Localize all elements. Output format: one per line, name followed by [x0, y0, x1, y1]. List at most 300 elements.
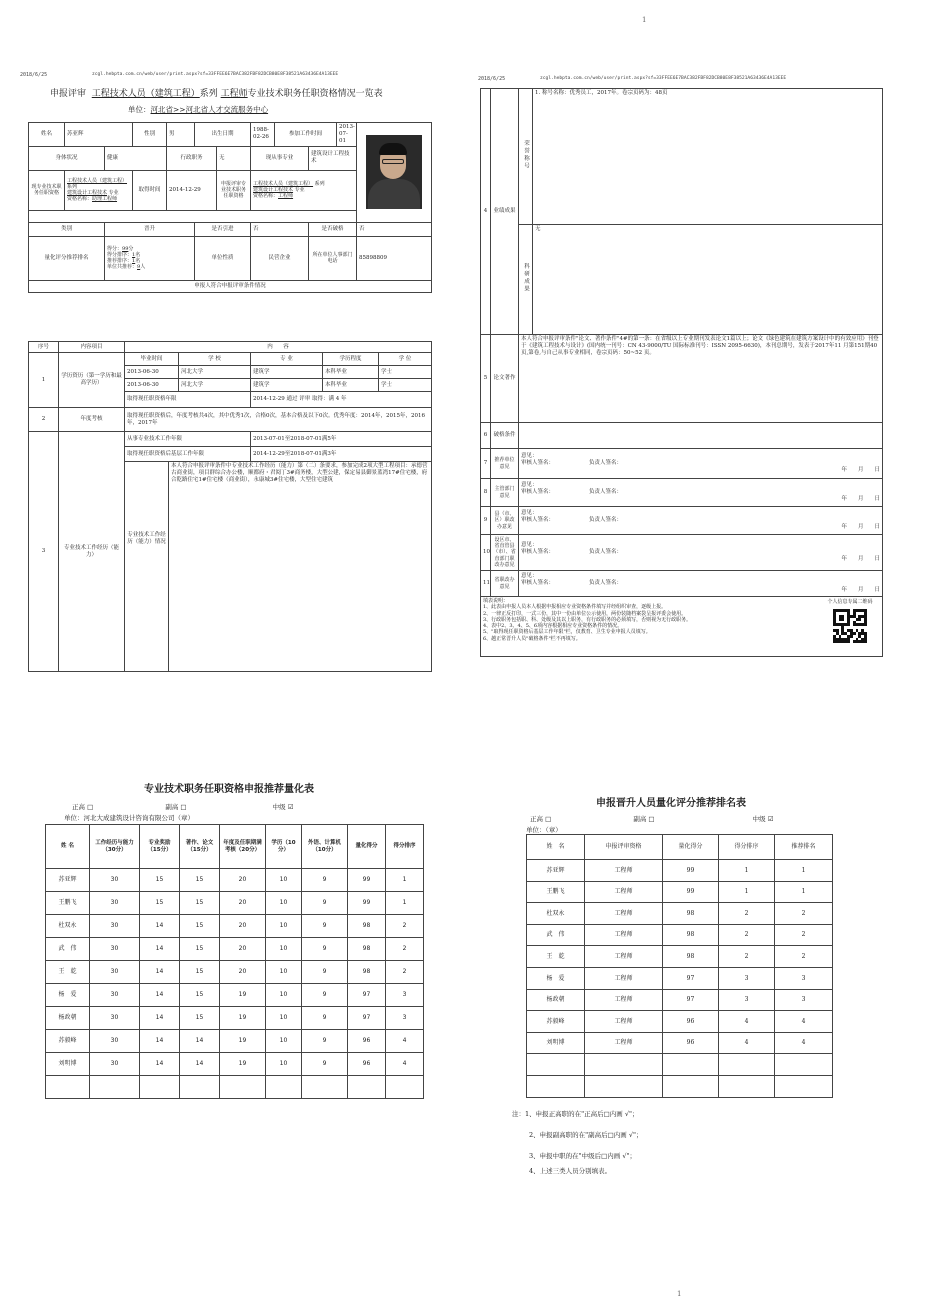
checkbox-intermediate[interactable]: ☑ — [287, 803, 294, 811]
table-cell: 4 — [719, 1032, 775, 1054]
value-work-start: 2013-07-01 — [337, 123, 357, 147]
value-sex: 男 — [167, 123, 195, 147]
summary-sheet — [20, 68, 438, 672]
table-cell: 98 — [348, 961, 386, 984]
note-line: 3、行政职务包括职、科、处级及其以上职务，有行政职务的必须填写，否则视为无行政职务。 — [483, 616, 692, 623]
table-cell: 4 — [775, 1032, 833, 1054]
ranking-title: 申报晋升人员量化评分推荐排名表 — [596, 798, 746, 809]
table-cell: 10 — [266, 984, 302, 1007]
opinion-label: 省职改办意见 — [491, 571, 519, 597]
table-cell: 9 — [302, 938, 348, 961]
table-cell: 3 — [719, 989, 775, 1011]
table-cell — [527, 1054, 585, 1076]
table-cell: 工程师 — [585, 1032, 663, 1054]
label-current-qualification: 现专业技术职务任职资格 — [29, 170, 65, 210]
note-line: 1、此表由申报人员本人根据申报相应专业资格条件填写并经组织审查，逐级上报。 — [483, 604, 667, 611]
back-sheet — [472, 68, 890, 672]
quant-table — [45, 824, 424, 1099]
table-header-cell: 申报评审资格 — [585, 835, 663, 860]
head-no: 序号 — [29, 342, 59, 353]
table-cell — [775, 1054, 833, 1076]
table-cell: 4 — [386, 1053, 424, 1076]
table-cell: 14 — [140, 961, 180, 984]
table-cell: 2 — [719, 946, 775, 968]
table-cell: 1 — [719, 860, 775, 882]
edu-years-value: 2014-12-29 通过 评审 取得：满 4 年 — [251, 392, 432, 408]
table-row — [46, 1076, 424, 1099]
checkbox-senior[interactable]: □ — [87, 803, 94, 811]
notes-title: 填表说明： — [483, 598, 509, 604]
table-cell: 4 — [775, 1011, 833, 1033]
table-cell: 19 — [220, 1007, 266, 1030]
fill-notes — [481, 597, 883, 657]
assess-no: 2 — [29, 408, 59, 432]
table-header-cell: 学历（10分） — [266, 825, 302, 869]
table-cell — [719, 1075, 775, 1097]
table-cell — [266, 1076, 302, 1099]
table-header-cell: 年度及任职期满考核（20分） — [220, 825, 266, 869]
table-cell: 工程师 — [585, 860, 663, 882]
r4-sub2: 科研成果 — [519, 225, 533, 335]
table-cell: 30 — [90, 1030, 140, 1053]
table-cell: 杨 爱 — [527, 967, 585, 989]
table-cell — [140, 1076, 180, 1099]
r4-sub1: 荣誉称号 — [519, 89, 533, 225]
table-cell: 99 — [663, 860, 719, 882]
opinion-body: 意见： 审核人签名： 负责人签名： 年 月 日 — [519, 507, 883, 535]
exp-years-label: 从事专业技术工作年限 — [125, 432, 251, 447]
table-row — [46, 961, 424, 984]
table-row — [46, 869, 424, 892]
table-cell: 王鹏飞 — [527, 881, 585, 903]
exp-label: 专业技术工作经历（能力） — [59, 432, 125, 672]
table-cell: 15 — [140, 892, 180, 915]
table-cell — [663, 1075, 719, 1097]
value-health: 健康 — [105, 146, 167, 170]
table-cell: 苏亚辉 — [46, 869, 90, 892]
table-cell: 20 — [220, 961, 266, 984]
table-cell: 99 — [663, 881, 719, 903]
checkbox-vice-senior[interactable]: □ — [180, 803, 187, 811]
value-name: 苏亚辉 — [65, 123, 133, 147]
table-cell: 30 — [90, 938, 140, 961]
conditions-table — [28, 341, 432, 672]
assess-text: 取得现任职资格后，年度考核共4次，其中优秀1次，合格0次，基本合格及以下0次。优秀年度：2014年，2015年，2016年，2017年 — [125, 408, 432, 432]
value-birth: 1988-02-26 — [251, 123, 275, 147]
note-line: 2、一律正反打印，一式三份，其中一份由单位公示使用，两份装随档案袋呈报评委会使用。 — [483, 610, 687, 617]
edu-head-degree-level: 学历程度 — [323, 353, 379, 366]
table-cell: 工程师 — [585, 989, 663, 1011]
table-cell: 1 — [386, 869, 424, 892]
table-cell: 10 — [266, 869, 302, 892]
table-header-cell: 推荐排名 — [775, 835, 833, 860]
summary-unit: 单位：河北省>>河北省人才交流服务中心 — [128, 105, 269, 114]
exp-base-label: 取得现任职资格后基层工作年限 — [125, 447, 251, 462]
table-header-cell: 姓 名 — [46, 825, 90, 869]
opinion-label: 推荐单位意见 — [491, 449, 519, 479]
r5-no: 5 — [481, 335, 491, 423]
table-cell: 9 — [302, 1053, 348, 1076]
table-cell: 9 — [302, 984, 348, 1007]
r4-text2: 无 — [533, 225, 883, 335]
value-apply-qualification: 工程技术人员（建筑工程） 系列 建筑设计工程技术 专业 资格名称：工程师 — [251, 170, 357, 210]
table-cell: 2 — [775, 946, 833, 968]
table-cell: 14 — [140, 938, 180, 961]
opinion-label: 主管部门意见 — [491, 479, 519, 507]
table-cell: 96 — [663, 1011, 719, 1033]
edu-cell: 2013-06-30 — [125, 366, 179, 379]
print-url: zcgl.hebpta.com.cn/web/user/print.aspx?sf=33FFEE6E7BAC382FBF82DCB80E8F38521A63436E4A13EEE — [92, 72, 339, 77]
exp-base-value: 2014-12-29至2018-07-01满3年 — [251, 447, 432, 462]
opinion-body: 意见： 审核人签名： 负责人签名： 年 月 日 — [519, 479, 883, 507]
table-cell: 3 — [719, 967, 775, 989]
table-cell: 工程师 — [585, 924, 663, 946]
label-introduced: 是否引进 — [195, 222, 251, 236]
table-cell — [527, 1075, 585, 1097]
table-cell: 杨政朝 — [46, 1007, 90, 1030]
table-cell: 3 — [775, 967, 833, 989]
table-cell: 97 — [348, 1007, 386, 1030]
edu-no: 1 — [29, 353, 59, 408]
checkbox-intermediate[interactable]: ☑ — [767, 815, 774, 823]
table-cell: 30 — [90, 1053, 140, 1076]
table-header-cell: 外语、计算机（10分） — [302, 825, 348, 869]
note-line: 4、表中2、3、4、5、6项内容根据相应专业资格条件的情况。 — [483, 623, 623, 629]
table-cell: 14 — [140, 1053, 180, 1076]
label-major: 现从事专业 — [251, 146, 309, 170]
table-cell: 30 — [90, 892, 140, 915]
table-cell: 14 — [180, 1030, 220, 1053]
edu-head-time: 毕业时间 — [125, 353, 179, 366]
table-cell: 工程师 — [585, 967, 663, 989]
print-date-2: 2018/6/25 — [478, 76, 506, 82]
table-row — [527, 1011, 833, 1033]
page-number-top: 1 — [642, 16, 647, 24]
quant-unit: 单位：河北大成建筑设计咨询有限公司（章） — [64, 814, 194, 822]
table-cell: 9 — [302, 892, 348, 915]
label-hr-phone: 所在单位人事部门电话 — [309, 236, 357, 280]
r6-label: 破格条件 — [491, 423, 519, 449]
conditions-title: 申报人符合申报评审条件情况 — [29, 280, 432, 292]
table-cell: 97 — [663, 989, 719, 1011]
r6-no: 6 — [481, 423, 491, 449]
table-cell: 14 — [140, 915, 180, 938]
table-cell: 2 — [775, 903, 833, 925]
table-row — [46, 1007, 424, 1030]
exp-no: 3 — [29, 432, 59, 672]
table-header-cell: 姓 名 — [527, 835, 585, 860]
table-cell: 10 — [266, 938, 302, 961]
checkbox-vice-senior[interactable]: □ — [648, 815, 655, 823]
table-cell: 2 — [719, 924, 775, 946]
table-cell: 19 — [220, 984, 266, 1007]
edu-cell: 本科毕业 — [323, 379, 379, 392]
table-cell: 30 — [90, 869, 140, 892]
table-cell: 96 — [663, 1032, 719, 1054]
table-cell: 10 — [266, 961, 302, 984]
table-cell: 99 — [348, 869, 386, 892]
label-admin-post: 行政职务 — [167, 146, 217, 170]
table-cell: 9 — [302, 1030, 348, 1053]
table-cell — [386, 1076, 424, 1099]
table-cell: 15 — [180, 1007, 220, 1030]
value-hr-phone: 85898809 — [357, 236, 432, 280]
table-cell: 14 — [180, 1053, 220, 1076]
edu-cell: 学士 — [379, 379, 432, 392]
table-row — [46, 938, 424, 961]
edu-cell: 建筑学 — [251, 366, 323, 379]
r4-text1: 1. 称号名称：优秀员工，2017年。卷宗页码为：48页 — [533, 89, 883, 225]
value-current-qualification: 工程技术人员（建筑工程） 系列 建筑设计工程技术 专业 资格名称：助理工程师 — [65, 170, 133, 210]
table-cell: 杜双永 — [46, 915, 90, 938]
label-work-start: 参加工作时间 — [275, 123, 337, 147]
note-line: 6、越正常晋升人员"破格条件"栏不再填写。 — [483, 635, 581, 642]
head-item: 内容项目 — [59, 342, 125, 353]
table-cell: 刘明博 — [527, 1032, 585, 1054]
table-cell: 1 — [775, 860, 833, 882]
table-cell: 10 — [266, 915, 302, 938]
table-header-cell: 工作经历与能力（30分） — [90, 825, 140, 869]
table-cell: 王 乾 — [527, 946, 585, 968]
qr-code-icon — [831, 607, 869, 645]
edu-label: 学历资历（第一学历和最高学历） — [59, 353, 125, 408]
table-row — [527, 860, 833, 882]
table-cell — [585, 1054, 663, 1076]
ranking-level-options: 正高 □ 副高 □ 中级 ☑ — [530, 815, 774, 823]
table-header-cell: 得分排序 — [386, 825, 424, 869]
print-date: 2018/6/25 — [20, 72, 48, 78]
table-cell — [719, 1054, 775, 1076]
table-cell: 2 — [386, 961, 424, 984]
edu-head-major: 专 业 — [251, 353, 323, 366]
table-cell: 98 — [663, 903, 719, 925]
table-cell: 30 — [90, 984, 140, 1007]
exp-detail-label: 专业技术工作经历（能力）情况 — [125, 462, 169, 672]
assess-label: 年度考核 — [59, 408, 125, 432]
table-row — [46, 1030, 424, 1053]
table-cell: 工程师 — [585, 946, 663, 968]
table-cell: 3 — [386, 1007, 424, 1030]
r4-no: 4 — [481, 89, 491, 335]
table-header-cell: 专业奖励（15分） — [140, 825, 180, 869]
summary-title: 申报评审 工程技术人员（建筑工程）系列 工程师专业技术职务任职资格情况一览表 — [50, 89, 383, 99]
edu-cell: 本科毕业 — [323, 366, 379, 379]
table-row — [527, 1032, 833, 1054]
table-cell: 苏亚辉 — [527, 860, 585, 882]
table-cell: 30 — [90, 961, 140, 984]
table-cell: 14 — [140, 1007, 180, 1030]
value-introduced: 否 — [251, 222, 309, 236]
table-cell: 98 — [348, 938, 386, 961]
table-cell: 4 — [719, 1011, 775, 1033]
table-cell: 1 — [775, 881, 833, 903]
table-row — [46, 892, 424, 915]
table-cell — [180, 1076, 220, 1099]
table-cell: 15 — [180, 892, 220, 915]
opinion-no: 10 — [481, 535, 491, 571]
note-line: 3、申报中职的在"中级后□内画 √"； — [529, 1152, 636, 1160]
label-apply-qualification: 申报评审专业技术职务任职资格 — [217, 170, 251, 210]
table-cell — [348, 1076, 386, 1099]
table-cell: 98 — [663, 924, 719, 946]
quant-title: 专业技术职务任职资格申报推荐量化表 — [144, 784, 314, 795]
table-cell: 14 — [140, 984, 180, 1007]
quant-level-options: 正高 □ 副高 □ 中级 ☑ — [72, 803, 294, 811]
edu-years-label: 取得现任职资格年限 — [125, 392, 251, 408]
table-cell: 30 — [90, 1007, 140, 1030]
table-cell — [663, 1054, 719, 1076]
edu-head-school: 学 校 — [179, 353, 251, 366]
table-cell: 苏毅峰 — [46, 1030, 90, 1053]
edu-head-degree: 学 位 — [379, 353, 432, 366]
table-cell: 10 — [266, 892, 302, 915]
table-cell: 30 — [90, 915, 140, 938]
table-cell: 10 — [266, 1030, 302, 1053]
table-cell: 20 — [220, 915, 266, 938]
table-cell: 20 — [220, 892, 266, 915]
table-cell — [220, 1076, 266, 1099]
table-cell: 15 — [140, 869, 180, 892]
table-cell: 杜双永 — [527, 903, 585, 925]
table-cell: 2 — [775, 924, 833, 946]
table-cell: 工程师 — [585, 1011, 663, 1033]
table-cell: 工程师 — [585, 881, 663, 903]
exp-years-value: 2013-07-01至2018-07-01满5年 — [251, 432, 432, 447]
ranking-unit: 单位：（章） — [526, 826, 562, 834]
table-cell: 杨政朝 — [527, 989, 585, 1011]
table-cell: 工程师 — [585, 903, 663, 925]
value-admin-post: 无 — [217, 146, 251, 170]
label-name: 姓名 — [29, 123, 65, 147]
table-cell: 15 — [180, 984, 220, 1007]
value-category: 晋升 — [105, 222, 195, 236]
table-cell: 王鹏飞 — [46, 892, 90, 915]
table-header-cell: 得分排序 — [719, 835, 775, 860]
table-row — [46, 1053, 424, 1076]
table-cell: 3 — [386, 984, 424, 1007]
page-number-bottom: 1 — [677, 1290, 682, 1298]
opinion-label: 县（市、区）职改办意见 — [491, 507, 519, 535]
table-header-cell: 量化得分 — [663, 835, 719, 860]
opinion-body: 意见： 审核人签名： 负责人签名： 年 月 日 — [519, 571, 883, 597]
note-line: 4、上述三类人员分别填表。 — [529, 1167, 612, 1175]
opinion-label: 设区市、省直管县（市）、省直部门职改办意见 — [491, 535, 519, 571]
r5-label: 论文著作 — [491, 335, 519, 423]
table-row — [527, 924, 833, 946]
label-health: 身体状况 — [29, 146, 105, 170]
label-sex: 性别 — [133, 123, 167, 147]
basic-info-table — [28, 122, 432, 293]
table-cell: 14 — [140, 1030, 180, 1053]
opinion-body: 意见： 审核人签名： 负责人签名： 年 月 日 — [519, 449, 883, 479]
table-cell — [90, 1076, 140, 1099]
table-cell: 20 — [220, 938, 266, 961]
value-exception: 否 — [357, 222, 432, 236]
edu-cell: 2013-06-30 — [125, 379, 179, 392]
table-row — [527, 946, 833, 968]
table-cell — [302, 1076, 348, 1099]
value-unit-nature: 民营企业 — [251, 236, 309, 280]
quant-sheet — [20, 700, 438, 1280]
back-table — [480, 88, 883, 657]
table-cell: 98 — [663, 946, 719, 968]
table-cell: 武 伟 — [46, 938, 90, 961]
table-cell: 1 — [719, 881, 775, 903]
edu-cell: 建筑学 — [251, 379, 323, 392]
opinion-no: 9 — [481, 507, 491, 535]
exp-detail-text: 本人符合申报评审条件中专业技术工作经历（能力）第（二）条要求，参加完成2项大型工程项目：承德营古商业街，项目群综合办公楼，顺都府・君阅丁3#商务楼，大型公建，保定易县御景蓝湾17#住宅楼，府合乾路住宅1#住宅楼（商业街），永康城3#住宅楼，大型住宅建筑 — [169, 462, 432, 672]
opinion-body: 意见： 审核人签名： 负责人签名： 年 月 日 — [519, 535, 883, 571]
table-row — [46, 915, 424, 938]
table-cell: 2 — [386, 915, 424, 938]
table-cell: 98 — [348, 915, 386, 938]
ranking-table — [526, 834, 833, 1098]
qr-label: 个人信息专属二维码 — [827, 599, 873, 605]
print-url-2: zcgl.hebpta.com.cn/web/user/print.aspx?sf=33FFEE6E7BAC382FBF82DCB80E8F38521A63436E4A13EEE — [540, 76, 787, 81]
table-cell: 刘明博 — [46, 1053, 90, 1076]
note-line: 注：1、申报正高职的在"正高后□内画 √"； — [512, 1110, 639, 1118]
label-category: 类别 — [29, 222, 105, 236]
ranking-notes — [512, 1104, 642, 1182]
table-cell: 15 — [180, 938, 220, 961]
label-score-rank: 量化评分推荐排名 — [29, 236, 105, 280]
table-header-cell: 著作、论文（15分） — [180, 825, 220, 869]
table-cell: 97 — [348, 984, 386, 1007]
r5-text: 本人符合申报评审条件"论文、著作条件"4#的第一条：在省级以上专业期刊发表论文1篇以上；论文《绿色建筑在建筑方案设计中的有效应用》刊登于《建筑工程技术与设计》(国内统一刊号：CN 43-9000/TU 国际标准刊号：ISSN 2095-6630)，本刊总期号，发表于2017年11 月第151期40 页,第卷,与自己从事专业相同，卷宗页码：50~52 页。 — [519, 335, 883, 423]
table-cell: 15 — [180, 961, 220, 984]
table-cell — [775, 1075, 833, 1097]
photo-cell — [357, 123, 432, 223]
ranking-sheet — [472, 706, 890, 1286]
value-major: 建筑设计工程技术 — [309, 146, 357, 170]
label-exception: 是否破格 — [309, 222, 357, 236]
table-row — [527, 1054, 833, 1076]
table-cell: 20 — [220, 869, 266, 892]
table-cell: 9 — [302, 915, 348, 938]
note-line: 5、"取得现任职资格后基层工作年限"栏，仅教育、卫生专业申报人员填写。 — [483, 629, 651, 636]
edu-cell: 河北大学 — [179, 366, 251, 379]
checkbox-senior[interactable]: □ — [545, 815, 552, 823]
table-row — [527, 989, 833, 1011]
edu-cell: 河北大学 — [179, 379, 251, 392]
table-cell: 9 — [302, 961, 348, 984]
label-unit-nature: 单位性质 — [195, 236, 251, 280]
label-birth: 出生日期 — [195, 123, 251, 147]
table-cell: 4 — [386, 1030, 424, 1053]
opinion-no: 8 — [481, 479, 491, 507]
qr-block — [822, 599, 878, 645]
table-cell: 3 — [775, 989, 833, 1011]
table-cell: 1 — [386, 892, 424, 915]
head-content: 内 容 — [125, 342, 432, 353]
table-row — [46, 984, 424, 1007]
table-cell: 10 — [266, 1007, 302, 1030]
table-cell: 王 乾 — [46, 961, 90, 984]
table-row — [527, 903, 833, 925]
label-obtained-time: 取得时间 — [133, 170, 167, 210]
table-cell: 9 — [302, 869, 348, 892]
table-cell: 99 — [348, 892, 386, 915]
opinion-no: 7 — [481, 449, 491, 479]
table-header-cell: 量化得分 — [348, 825, 386, 869]
edu-cell: 学士 — [379, 366, 432, 379]
table-cell: 15 — [180, 915, 220, 938]
table-cell: 96 — [348, 1053, 386, 1076]
value-score-rank: 得分：99分 得分排序：1名 推荐排序：1名 单位共推荐：9人 — [105, 236, 195, 280]
table-cell: 2 — [719, 903, 775, 925]
table-cell: 15 — [180, 869, 220, 892]
table-row — [527, 881, 833, 903]
